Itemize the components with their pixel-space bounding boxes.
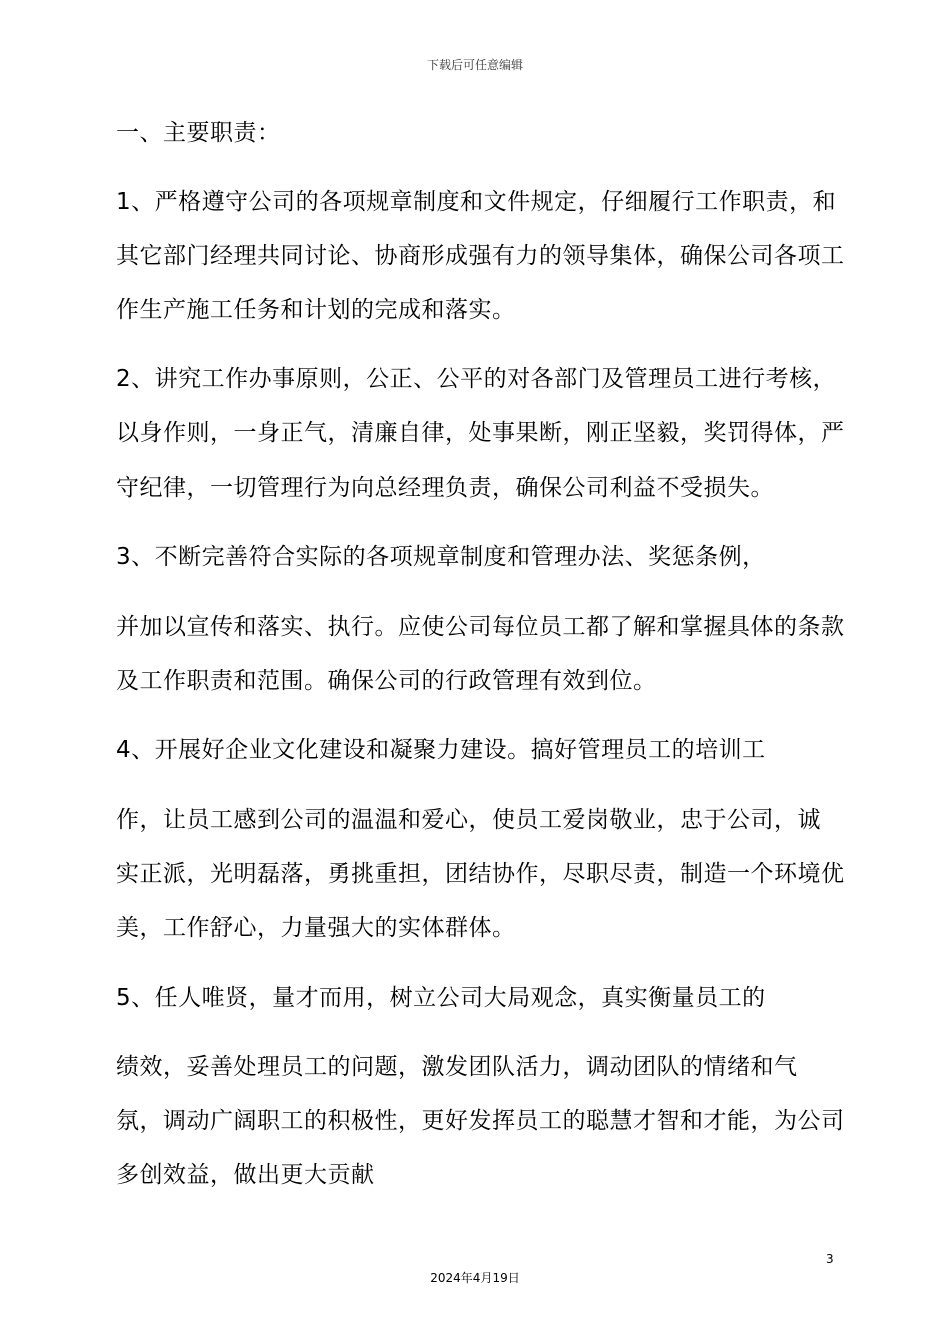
paragraph-5-line-3: 氛，调动广阔职工的积极性，更好发挥员工的聪慧才智和才能，为公司 (116, 1108, 845, 1134)
paragraph-5-line-2: 绩效，妥善处理员工的问题，激发团队活力，调动团队的情绪和气 (116, 1054, 798, 1080)
paragraph-5-line-4: 多创效益，做出更大贡献 (116, 1162, 375, 1188)
paragraph-4-line-3: 实正派，光明磊落，勇挑重担，团结协作，尽职尽责，制造一个环境优 (116, 861, 845, 887)
paragraph-5-line-1: 5、任人唯贤，量才而用，树立公司大局观念，真实衡量员工的 (116, 985, 766, 1011)
paragraph-2-line-2: 以身作则，一身正气，清廉自律，处事果断，刚正坚毅，奖罚得体，严 (116, 420, 845, 446)
paragraph-1-line-1: 1、严格遵守公司的各项规章制度和文件规定，仔细履行工作职责，和 (116, 189, 837, 215)
paragraph-1-line-2: 其它部门经理共同讨论、协商形成强有力的领导集体，确保公司各项工 (116, 243, 845, 269)
paragraph-2-line-1: 2、讲究工作办事原则，公正、公平的对各部门及管理员工进行考核， (116, 366, 837, 392)
paragraph-4-line-1: 4、开展好企业文化建设和凝聚力建设。搞好管理员工的培训工 (116, 737, 766, 763)
paragraph-3-line-2: 并加以宣传和落实、执行。应使公司每位员工都了解和掌握具体的条款 (116, 614, 845, 640)
page-header: 下载后可任意编辑 (426, 58, 523, 72)
paragraph-3-line-3: 及工作职责和范围。确保公司的行政管理有效到位。 (116, 668, 657, 694)
paragraph-3-line-1: 3、不断完善符合实际的各项规章制度和管理办法、奖惩条例， (116, 544, 766, 570)
page-number: 3 (826, 1252, 834, 1266)
paragraph-4-line-4: 美，工作舒心，力量强大的实体群体。 (116, 915, 516, 941)
section-heading: 一、主要职责： (116, 120, 281, 146)
paragraph-4-line-2: 作，让员工感到公司的温温和爱心，使员工爱岗敬业，忠于公司，诚 (116, 807, 821, 833)
footer-date: 2024年4月19日 (430, 1271, 520, 1285)
paragraph-1-line-3: 作生产施工任务和计划的完成和落实。 (116, 297, 516, 323)
paragraph-2-line-3: 守纪律，一切管理行为向总经理负责，确保公司利益不受损失。 (116, 475, 774, 501)
